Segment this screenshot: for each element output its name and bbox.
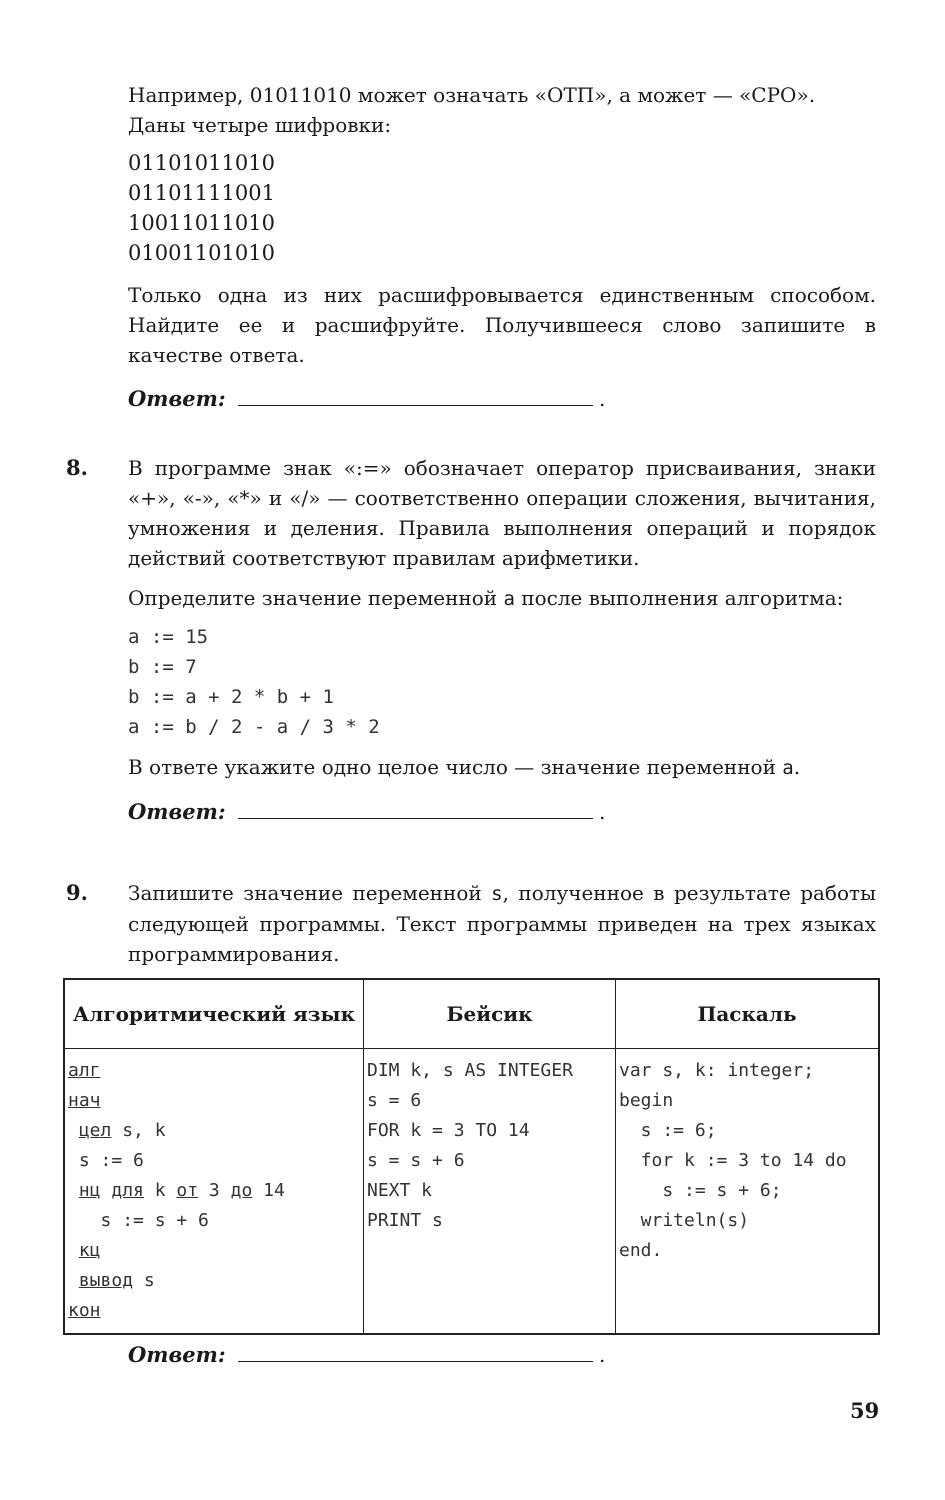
code-3: 10011011010 — [128, 211, 275, 235]
task8-intro: В программе знак «:=» обозначает оператор присваивания, знаки «+», «-», «*» и «/» — соответственно операции сложения, вычитания, умножения и деления. Правила выполнения операций и порядок действий соответствуют правилам арифметики. — [128, 456, 876, 570]
code-line: s := 6 — [78, 1150, 144, 1171]
answer-label: Ответ: — [128, 799, 226, 824]
pascal-code-cell — [616, 1049, 880, 1335]
page-number: 59 — [850, 1398, 880, 1423]
task8-answer-row: Ответ: . — [128, 799, 606, 824]
code-line: s = s + 6 — [367, 1150, 465, 1171]
task7-answer-row: Ответ: . — [128, 386, 606, 411]
code-line: DIM k, s AS INTEGER — [367, 1060, 573, 1081]
code-line: NEXT k — [367, 1180, 433, 1201]
code-line: вывод s — [78, 1270, 155, 1291]
task9-intro: Запишите значение переменной s, полученное в результате работы следующей программы. Текст программы приведен на трех языках программирования. — [128, 881, 876, 966]
code-line: end. — [619, 1240, 663, 1261]
table-code-row — [64, 1049, 879, 1335]
task9-block — [128, 878, 876, 969]
var-a: a — [782, 757, 794, 779]
code-line: кон — [68, 1300, 101, 1321]
algo-code-cell — [64, 1049, 364, 1335]
program-table — [63, 978, 880, 1335]
code-line: s := s + 6; — [619, 1180, 782, 1201]
code-line: нач — [68, 1090, 101, 1111]
task8-question: Определите значение переменной a после выполнения алгоритма: — [128, 586, 844, 610]
task9-number: 9. — [66, 880, 88, 905]
basic-code-cell — [364, 1049, 616, 1335]
task7-example: Например, 01011010 может означать «ОТП», а может — «СРО». — [128, 83, 816, 107]
code-line: a := 15 — [128, 626, 209, 648]
table-header-row — [64, 979, 879, 1049]
task7-instruction: Только одна из них расшифровывается единственным способом. Найдите ее и расшифруйте. Получившееся слово запишите в качестве ответа. — [128, 283, 876, 367]
code-line: цел s, k — [78, 1120, 166, 1141]
code-line: b := 7 — [128, 656, 197, 678]
header-basic: Бейсик — [364, 979, 616, 1049]
code-line: a := b / 2 - a / 3 * 2 — [128, 716, 380, 738]
answer-label: Ответ: — [128, 1342, 226, 1367]
code-2: 01101111001 — [128, 181, 275, 205]
code-line: s := s + 6 — [100, 1210, 209, 1231]
code-4: 01001101010 — [128, 241, 275, 265]
task9-answer-block — [128, 1340, 876, 1370]
code-line: PRINT s — [367, 1210, 443, 1231]
code-line: нц для k от 3 до 14 — [78, 1180, 285, 1201]
answer-field[interactable] — [238, 385, 593, 406]
code-line: b := a + 2 * b + 1 — [128, 686, 334, 708]
task7-given-label: Даны четыре шифровки: — [128, 113, 392, 137]
var-s: s — [491, 883, 503, 905]
task8-note: В ответе укажите одно целое число — значение переменной a. — [128, 755, 801, 779]
code-line: s = 6 — [367, 1090, 422, 1111]
code-1: 01101011010 — [128, 151, 275, 175]
code-line: writeln(s) — [619, 1210, 750, 1231]
code-line: FOR k = 3 TO 14 — [367, 1120, 530, 1141]
code-line: кц — [78, 1240, 101, 1261]
code-line: for k := 3 to 14 do — [619, 1150, 847, 1171]
header-pascal: Паскаль — [616, 979, 880, 1049]
code-line: var s, k: integer; — [619, 1060, 815, 1081]
header-algorithmic: Алгоритмический язык — [64, 979, 364, 1049]
answer-field[interactable] — [238, 1341, 593, 1362]
code-line: begin — [619, 1090, 674, 1111]
answer-field[interactable] — [238, 798, 593, 819]
code-line: s := 6; — [619, 1120, 717, 1141]
code-line: алг — [68, 1060, 101, 1081]
var-a: a — [503, 588, 515, 610]
answer-label: Ответ: — [128, 386, 226, 411]
task8-code — [128, 622, 876, 742]
task9-answer-row: Ответ: . — [128, 1342, 606, 1367]
task8-number: 8. — [66, 455, 88, 480]
task7-block — [128, 80, 876, 414]
task8-block — [128, 453, 876, 827]
